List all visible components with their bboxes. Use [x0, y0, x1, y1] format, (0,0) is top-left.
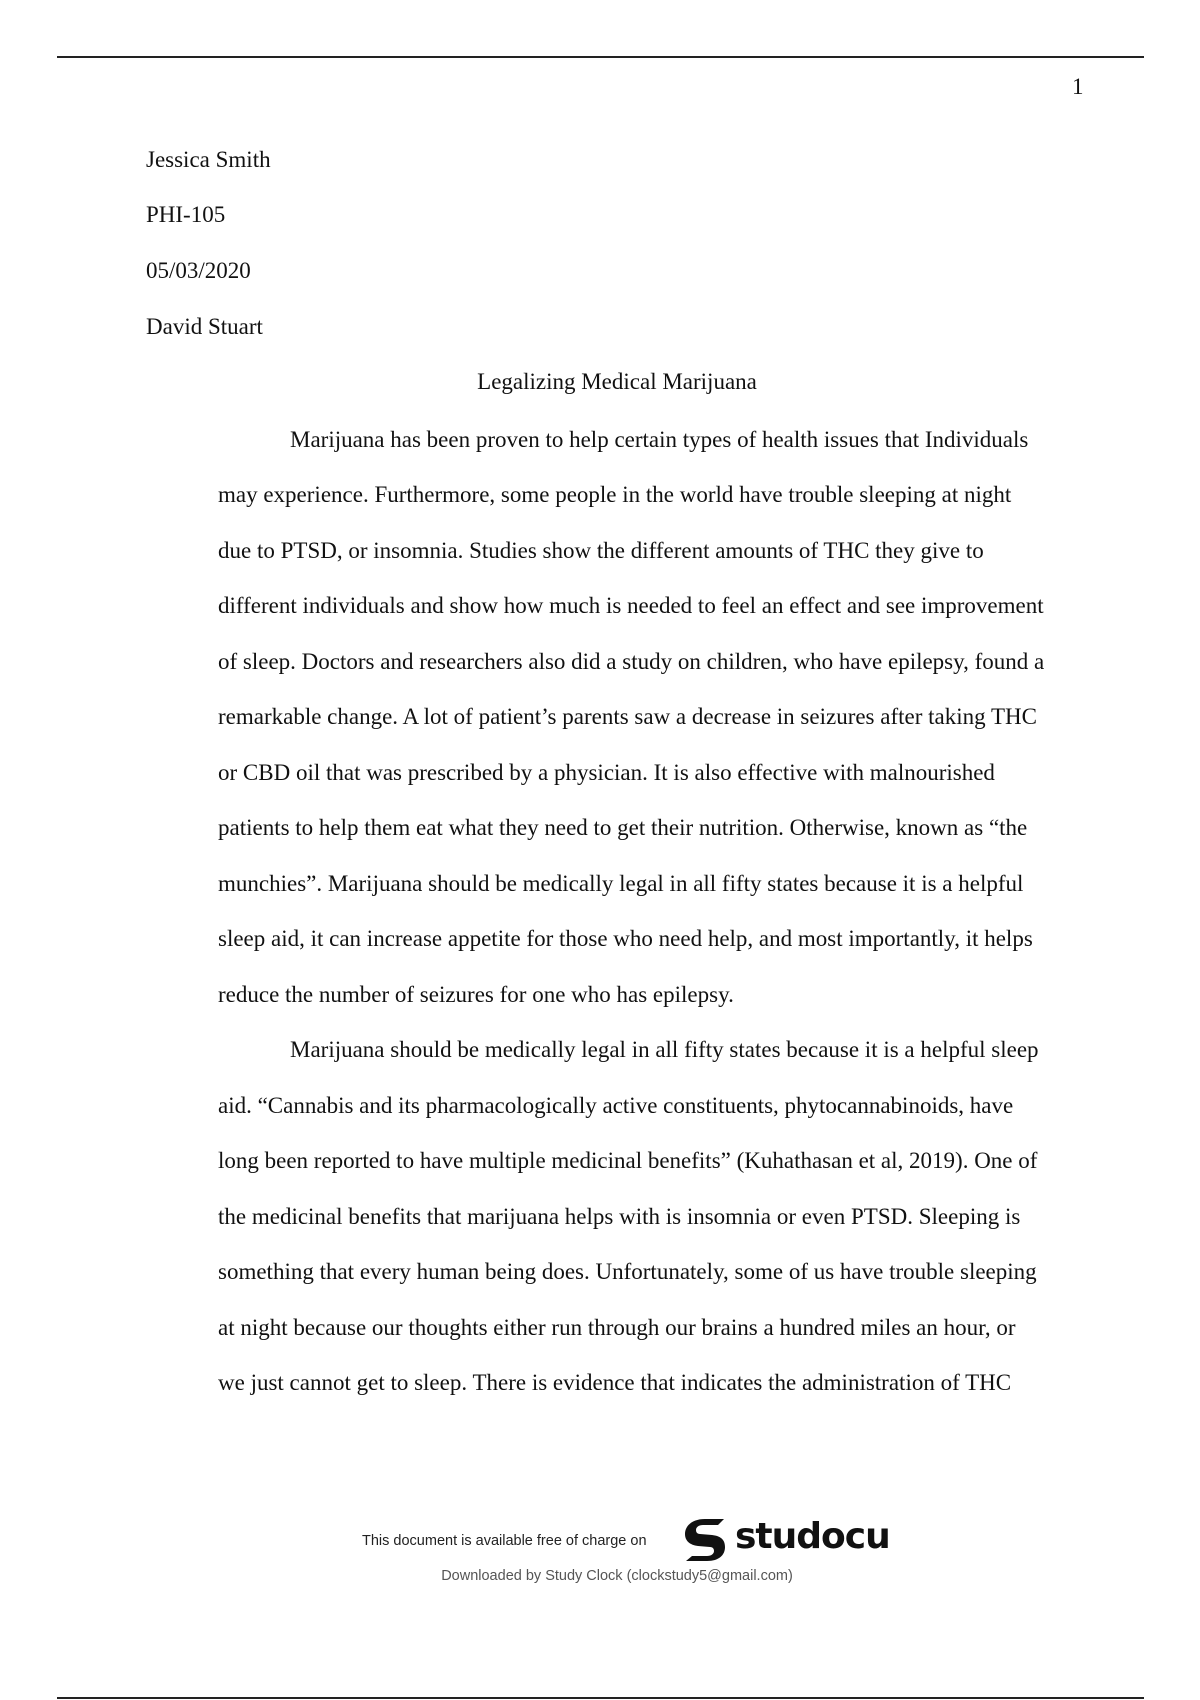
paragraph-1-line: sleep aid, it can increase appetite for those who need help, and most importantly, it helps	[218, 926, 1033, 951]
availability-note: This document is available free of charge on	[362, 1533, 647, 1549]
studocu-logo-icon[interactable]	[680, 1515, 730, 1565]
bottom-rule	[57, 1697, 1144, 1699]
paragraph-2-line: Marijuana should be medically legal in all fifty states because it is a helpful sleep	[290, 1037, 1039, 1062]
instructor-name: David Stuart	[146, 314, 263, 339]
paragraph-2-line: the medicinal benefits that marijuana helps with is insomnia or even PTSD. Sleeping is	[218, 1204, 1021, 1229]
download-note: Downloaded by Study Clock (clockstudy5@gmail.com)	[441, 1568, 793, 1584]
paragraph-1-line: of sleep. Doctors and researchers also did a study on children, who have epilepsy, found a	[218, 649, 1045, 674]
author-name: Jessica Smith	[146, 147, 271, 172]
course-code: PHI-105	[146, 202, 226, 227]
paragraph-1-line: munchies”. Marijuana should be medically legal in all fifty states because it is a helpful	[218, 871, 1024, 896]
paragraph-1-line: remarkable change. A lot of patient’s parents saw a decrease in seizures after taking THC	[218, 704, 1037, 729]
paragraph-1-line: patients to help them eat what they need to get their nutrition. Otherwise, known as “the	[218, 815, 1028, 840]
paragraph-2-line: something that every human being does. Unfortunately, some of us have trouble sleeping	[218, 1259, 1037, 1284]
paragraph-1-line: reduce the number of seizures for one who has epilepsy.	[218, 982, 734, 1007]
top-rule	[57, 56, 1144, 58]
submission-date: 05/03/2020	[146, 258, 251, 283]
paragraph-2-line: aid. “Cannabis and its pharmacologically active constituents, phytocannabinoids, have	[218, 1093, 1014, 1118]
paragraph-1-line: different individuals and show how much is needed to feel an effect and see improvement	[218, 593, 1044, 618]
page-number: 1	[1072, 74, 1084, 99]
paragraph-2-line: long been reported to have multiple medicinal benefits” (Kuhathasan et al, 2019). One of	[218, 1148, 1038, 1173]
paragraph-1-line: due to PTSD, or insomnia. Studies show the different amounts of THC they give to	[218, 538, 984, 563]
paragraph-1-line: or CBD oil that was prescribed by a physician. It is also effective with malnourished	[218, 760, 995, 785]
paragraph-1-line: Marijuana has been proven to help certain types of health issues that Individuals	[290, 427, 1029, 452]
paragraph-2-line: we just cannot get to sleep. There is evidence that indicates the administration of THC	[218, 1370, 1012, 1395]
paragraph-2-line: at night because our thoughts either run through our brains a hundred miles an hour, or	[218, 1315, 1016, 1340]
document-title: Legalizing Medical Marijuana	[477, 369, 757, 394]
studocu-wordmark[interactable]: studocu	[735, 1516, 890, 1557]
paragraph-1-line: may experience. Furthermore, some people in the world have trouble sleeping at night	[218, 482, 1012, 507]
